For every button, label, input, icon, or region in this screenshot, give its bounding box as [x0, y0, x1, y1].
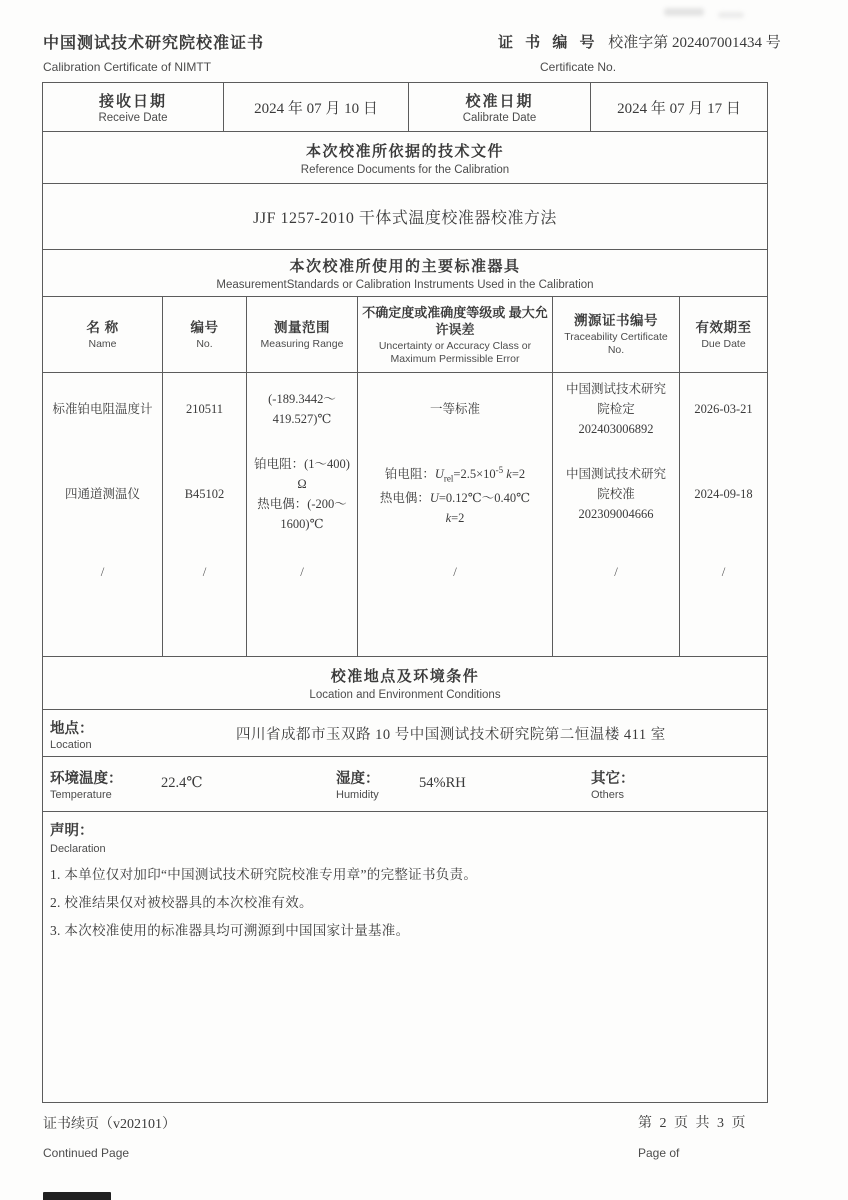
- instrument-no: 210511: [185, 402, 224, 416]
- location-value: 四川省成都市玉双路 10 号中国测试技术研究院第二恒温楼 411 室: [236, 727, 666, 743]
- col-header-no: 编号 No.: [163, 297, 247, 372]
- empty-cell: /: [100, 564, 105, 579]
- calibrate-date-label: 校准日期 Calibrate Date: [409, 83, 591, 131]
- dates-row: [43, 83, 767, 132]
- col-header-name: 名 称 Name: [43, 297, 163, 372]
- due-date: 2026-03-21: [694, 402, 753, 416]
- instrument-no: B45102: [184, 487, 225, 501]
- standards-title: 本次校准所使用的主要标准器具 MeasurementStandards or Calibration Instruments Used in the Calibration: [43, 250, 767, 297]
- column-range: [247, 373, 358, 656]
- declaration-label-zh: 声明：: [50, 823, 94, 839]
- scan-smudge: [718, 12, 744, 18]
- declaration-item: 3. 本次校准使用的标准器具均可溯源到中国国家计量基准。: [50, 923, 410, 938]
- traceability-cert: 中国测试技术研究 院检定 202403006892: [565, 382, 666, 436]
- footer-continued-zh: 证书续页（v202101）: [43, 1117, 176, 1132]
- humidity-value: 54%RH: [419, 775, 466, 791]
- measuring-range: 铂电阻：(1～400) Ω 热电偶：(-200～ 1600)℃: [254, 457, 350, 531]
- col-header-uncertainty: 不确定度或准确度等级或 最大允许误差 Uncertainty or Accuracy Class or Maximum Permissible Error: [358, 297, 553, 372]
- footer-continued-en: Continued Page: [43, 1146, 130, 1160]
- location-row: [43, 710, 767, 757]
- declaration-section: [43, 812, 767, 1102]
- empty-cell: /: [202, 564, 207, 579]
- column-no: [163, 373, 247, 656]
- standards-body: [43, 373, 767, 657]
- receive-date-label: 接收日期 Receive Date: [43, 83, 224, 131]
- col-header-due-date: 有效期至 Due Date: [695, 319, 752, 350]
- traceability-cert: 中国测试技术研究 院校准 202309004666: [565, 467, 666, 521]
- uncertainty-value: 铂电阻：$U_{rel}=2.5\times 10^{-5}$ k=2 热电偶：U=0.12℃～0.40℃ k=2: [379, 464, 531, 526]
- certificate-number-value: 校准字第 202407001434 号: [608, 35, 781, 51]
- others-label: 其它： Others: [591, 771, 635, 801]
- certificate-table: [42, 82, 768, 1103]
- empty-cell: /: [453, 564, 457, 579]
- reference-document: JJF 1257-2010 干体式温度校准器校准方法: [43, 184, 767, 250]
- instrument-name: 四通道测温仪: [64, 487, 140, 501]
- empty-cell: /: [614, 564, 618, 579]
- declaration-label-en: Declaration: [50, 843, 106, 855]
- calibrate-date-value: 2024 年 07 月 17 日: [617, 100, 741, 117]
- declaration-item: 2. 校准结果仅对被校器具的本次校准有效。: [50, 895, 313, 910]
- declaration-item: 1. 本单位仅对加印“中国测试技术研究院校准专用章”的完整证书负责。: [50, 867, 478, 882]
- footer-page-number-zh: 第 2 页 共 3 页: [638, 1116, 748, 1131]
- certificate-title-zh: 中国测试技术研究院校准证书: [43, 35, 265, 52]
- column-uncertainty: [358, 373, 553, 656]
- empty-cell: /: [300, 564, 304, 579]
- col-header-range: 测量范围 Measuring Range: [247, 297, 358, 372]
- instrument-name: 标准铂电阻温度计: [52, 402, 153, 416]
- column-due-date: [680, 373, 767, 656]
- column-name: [43, 373, 163, 656]
- scan-artifact-bar: [43, 1192, 111, 1200]
- certificate-number-label: 证 书 编 号: [498, 34, 599, 51]
- humidity-label: 湿度： Humidity: [336, 771, 380, 801]
- certificate-number-label-en: Certificate No.: [540, 60, 617, 74]
- column-traceability: [553, 373, 680, 656]
- reference-title: 本次校准所依据的技术文件 Reference Documents for the Calibration: [43, 132, 767, 184]
- environment-row: [43, 757, 767, 812]
- certificate-number: [498, 31, 781, 52]
- location-env-title: 校准地点及环境条件 Location and Environment Conditions: [43, 657, 767, 710]
- col-header-traceability: 溯源证书编号 Traceability Certificate No.: [553, 297, 680, 372]
- receive-date-value: 2024 年 07 月 10 日: [224, 83, 409, 131]
- location-label: 地点： Location: [50, 721, 94, 751]
- temperature-label: 环境温度： Temperature: [50, 771, 123, 801]
- measuring-range: (-189.3442～ 419.527)℃: [268, 392, 336, 426]
- empty-cell: /: [721, 564, 726, 579]
- footer-page-number-en: Page of: [638, 1146, 680, 1160]
- temperature-value: 22.4℃: [161, 775, 203, 791]
- uncertainty-value: 一等标准: [429, 402, 480, 416]
- standards-header-row: [43, 297, 767, 373]
- certificate-title-en: Calibration Certificate of NIMTT: [43, 60, 212, 74]
- due-date: 2024-09-18: [694, 487, 753, 501]
- scan-smudge: [664, 8, 704, 16]
